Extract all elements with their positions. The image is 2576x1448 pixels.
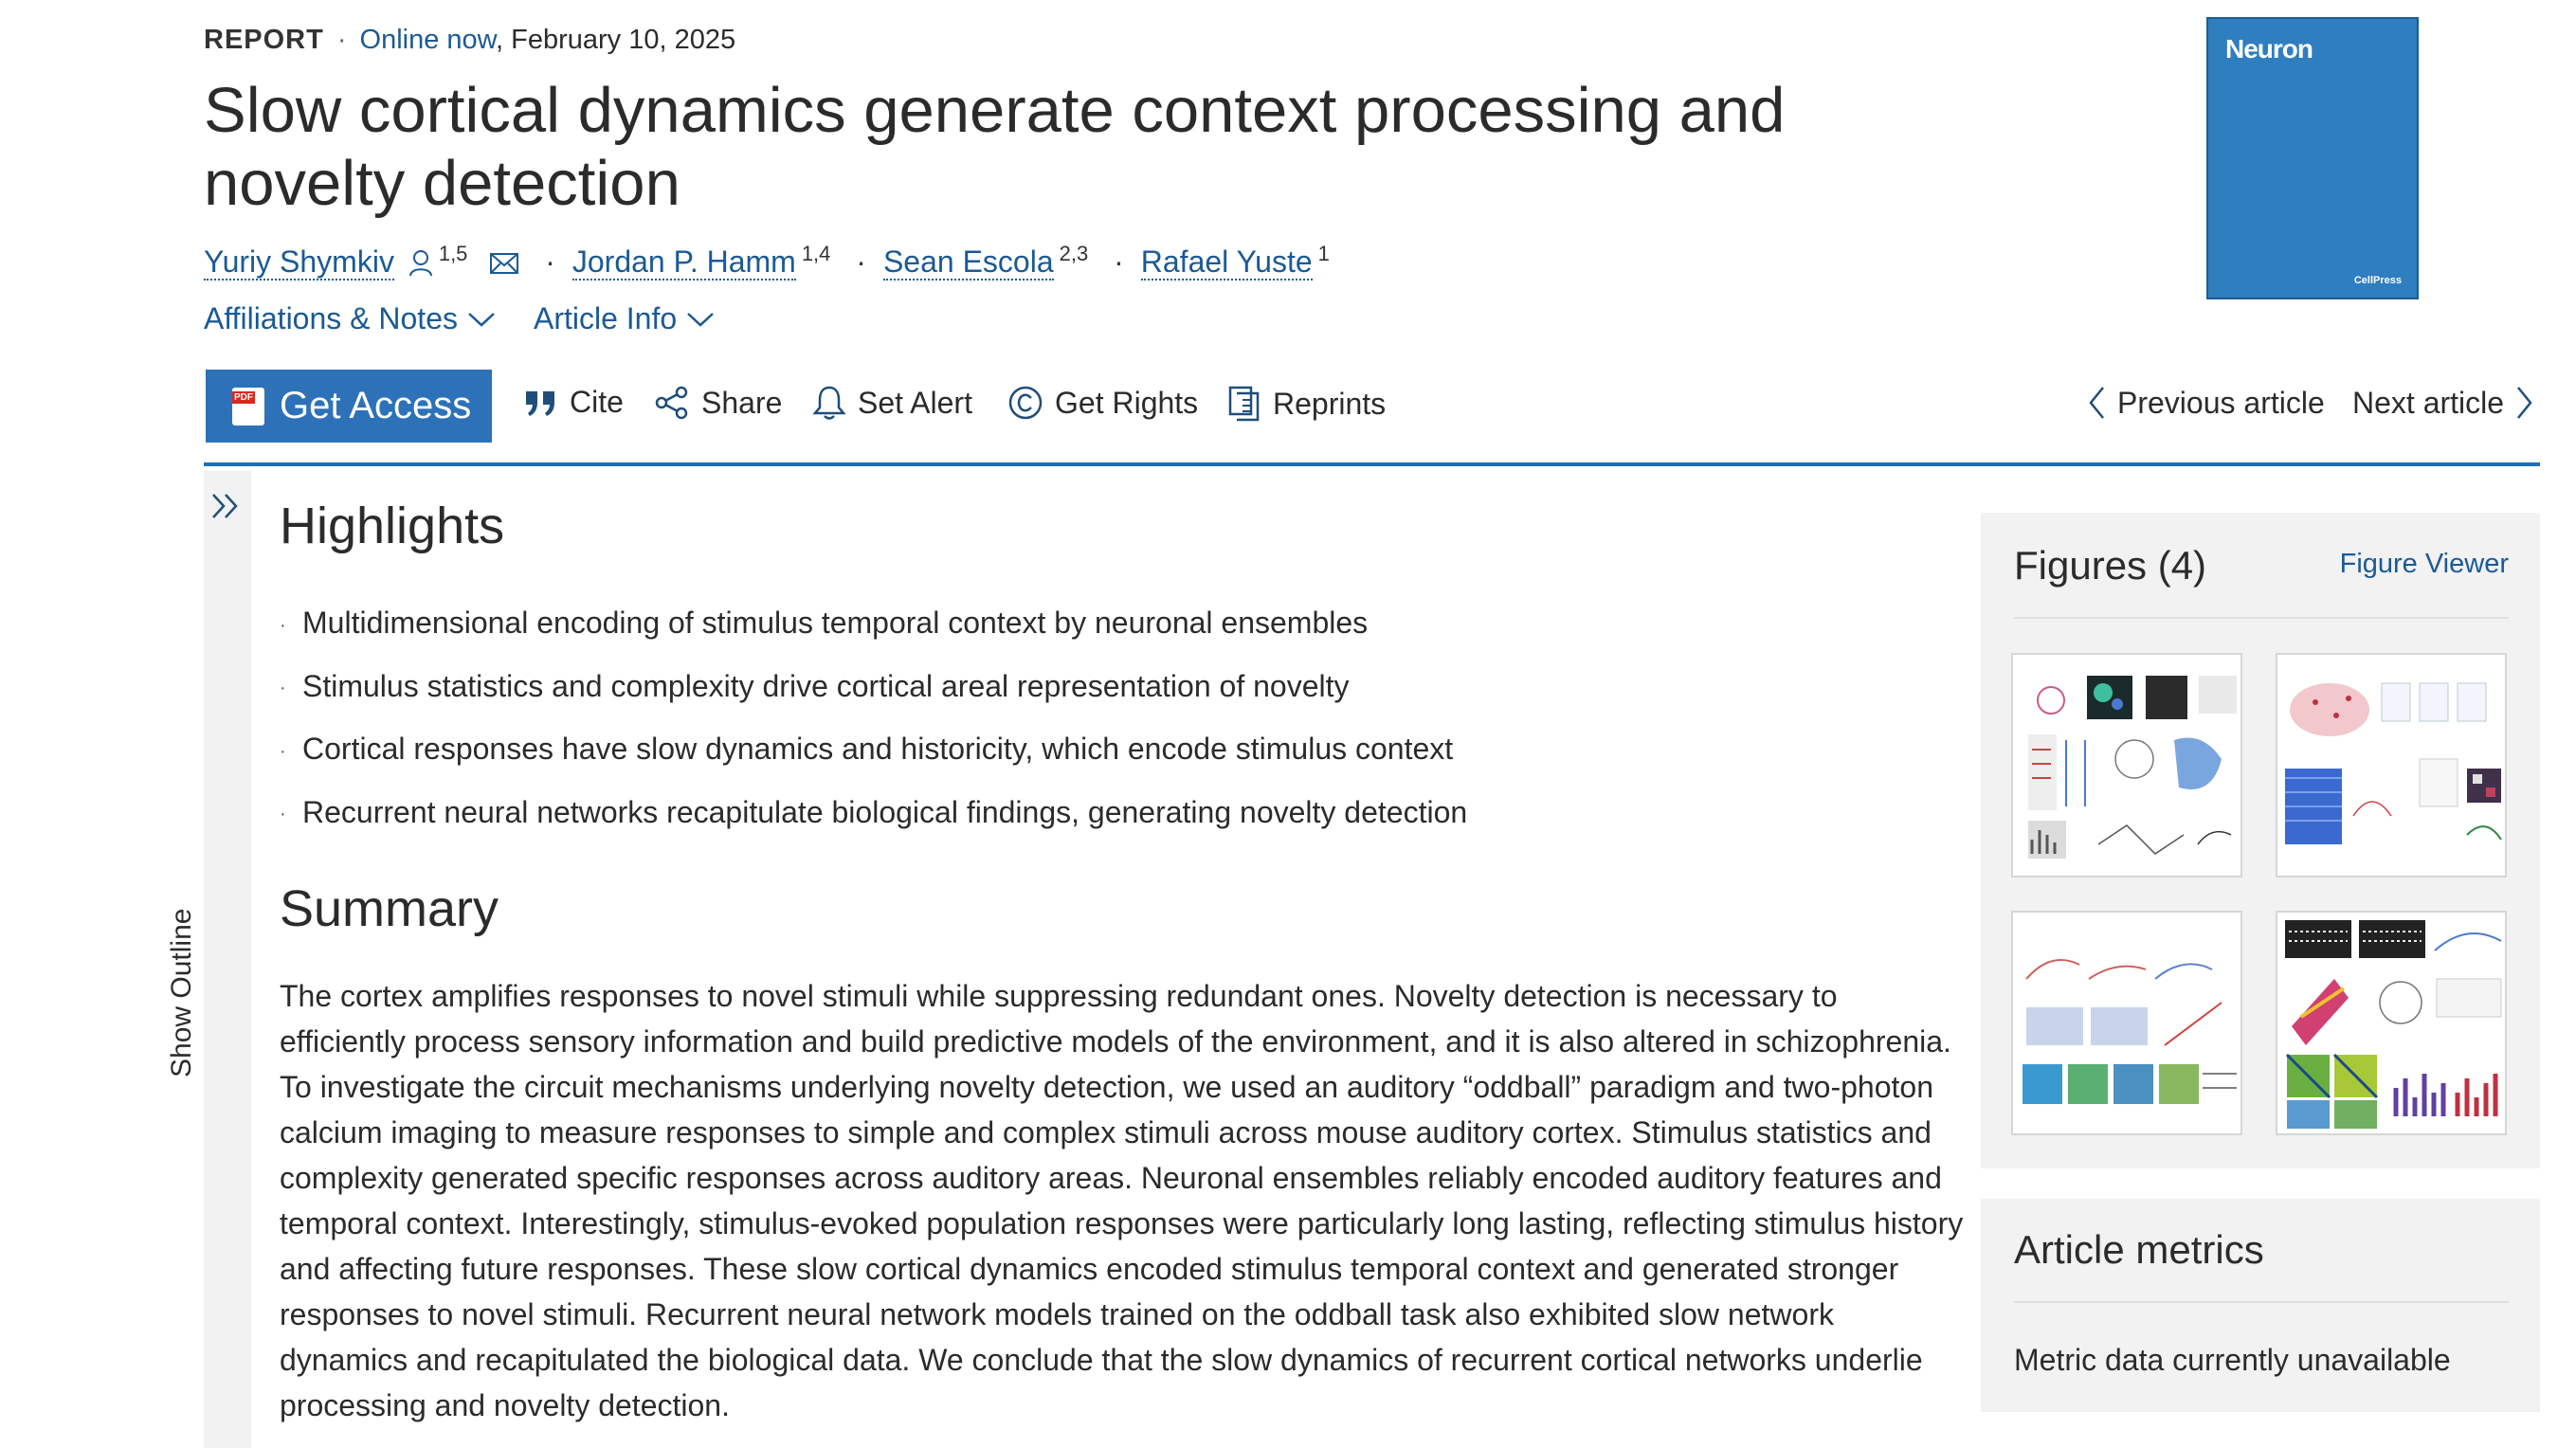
pdf-icon <box>232 388 264 425</box>
previous-article-label: Previous article <box>2117 385 2325 420</box>
article-type: REPORT <box>204 25 324 55</box>
reprints-button[interactable] <box>1227 385 1386 423</box>
author-separator: · <box>1114 244 1124 279</box>
set-alert-label: Set Alert <box>858 385 972 420</box>
chevron-right-icon <box>2515 385 2534 421</box>
author-item <box>572 242 883 280</box>
bullet: · <box>280 678 286 699</box>
journal-cover-title: Neuron <box>2225 34 2313 63</box>
next-article-label: Next article <box>2352 385 2505 420</box>
figures-panel <box>1981 513 2540 1168</box>
figure-thumbnail-image <box>2013 913 2242 1135</box>
publish-date: , February 10, 2025 <box>496 25 736 55</box>
list-item <box>280 656 1467 719</box>
get-rights-label: Get Rights <box>1055 385 1199 420</box>
article-toolbar <box>204 370 2540 466</box>
journal-cover[interactable] <box>2206 17 2419 299</box>
article-metrics-panel <box>1981 1199 2540 1412</box>
chevron-down-icon <box>467 311 496 328</box>
list-item <box>280 782 1467 845</box>
double-chevron-right-icon <box>209 492 242 520</box>
affiliations-label: Affiliations & Notes <box>204 301 458 335</box>
figure-viewer-link[interactable]: Figure Viewer <box>2339 549 2509 579</box>
mail-icon[interactable] <box>489 251 519 276</box>
figure-thumbnail[interactable] <box>2011 653 2242 878</box>
get-rights-button[interactable] <box>1007 385 1198 421</box>
article-info-toggle[interactable] <box>534 301 715 336</box>
figure-thumbnail-image <box>2277 655 2507 878</box>
next-article-link[interactable] <box>2352 385 2534 421</box>
cite-button[interactable] <box>524 385 624 420</box>
list-item <box>280 592 1467 656</box>
author-item <box>883 242 1141 280</box>
show-outline-label: Show Outline <box>166 908 197 1077</box>
chevron-down-icon <box>686 311 715 328</box>
metrics-heading: Article metrics <box>2014 1227 2264 1272</box>
meta-separator: · <box>336 25 347 55</box>
author-affiliation-sup: 2,3 <box>1059 242 1089 265</box>
highlights-list <box>280 592 1467 844</box>
author-item <box>204 242 572 280</box>
set-alert-button[interactable] <box>812 385 972 421</box>
author-separator: · <box>545 244 555 279</box>
online-now-link[interactable]: Online now <box>359 25 497 55</box>
author-affiliation-sup: 1,4 <box>801 242 831 265</box>
highlight-text: Recurrent neural networks recapitulate biological findings, generating novelty detection <box>302 794 1468 829</box>
quote-icon <box>524 388 558 418</box>
person-icon <box>408 249 433 278</box>
divider <box>2014 1301 2509 1303</box>
article-title: Slow cortical dynamics generate context processing and novelty detection <box>204 75 1786 219</box>
metrics-status: Metric data currently unavailable <box>2014 1343 2451 1377</box>
get-access-label: Get Access <box>280 385 472 426</box>
article-info-label: Article Info <box>533 301 678 335</box>
author-separator: · <box>856 244 866 279</box>
author-link[interactable]: Sean Escola <box>882 244 1054 279</box>
bullet: · <box>280 614 286 636</box>
show-outline-toggle[interactable] <box>166 471 251 1448</box>
author-item <box>1141 242 1330 280</box>
bell-icon <box>812 385 846 421</box>
author-list <box>204 242 1330 280</box>
divider <box>2014 617 2509 619</box>
list-item <box>280 718 1467 782</box>
highlight-text: Multidimensional encoding of stimulus temporal context by neuronal ensembles <box>302 606 1369 640</box>
share-icon <box>654 385 690 421</box>
bullet: · <box>280 804 286 825</box>
article-meta <box>204 25 735 56</box>
cite-label: Cite <box>570 385 624 419</box>
highlight-text: Cortical responses have slow dynamics and historicity, which encode stimulus context <box>302 732 1454 767</box>
get-access-button[interactable] <box>206 370 492 443</box>
figure-thumbnail[interactable] <box>2276 911 2507 1135</box>
author-link[interactable]: Jordan P. Hamm <box>571 244 796 279</box>
share-label: Share <box>701 385 783 420</box>
figures-heading: Figures (4) <box>2014 543 2207 588</box>
publisher-logo: CellPress <box>2353 275 2402 286</box>
previous-article-link[interactable] <box>2087 385 2325 421</box>
summary-heading: Summary <box>280 880 499 937</box>
figure-thumbnail-image <box>2277 913 2507 1135</box>
highlight-text: Stimulus statistics and complexity drive cortical areal representation of novelty <box>302 668 1350 703</box>
article-info-links <box>204 301 715 336</box>
chevron-left-icon <box>2087 385 2106 421</box>
summary-paragraph: The cortex amplifies responses to novel stimuli while suppressing redundant ones. Novelty detection is necessary to efficiently process sensory information and build predictive models of the environment, and it is also altered in schizophrenia. To investigate the circuit mechanisms underlying novelty detection, we used an auditory “oddball” paradigm and two-photon calcium imaging to measure responses to simple and complex stimuli across mouse auditory cortex. Stimulus statistics and complexity generated specific responses across auditory areas. Neuronal ensembles reliably encoded auditory features and temporal context. Interestingly, stimulus-evoked population responses were particularly long lasting, reflecting stimulus history and affecting future responses. These slow cortical dynamics encoded stimulus temporal context and generated stronger responses to novel stimuli. Recurrent neural network models trained on the oddball task also exhibited slow network dynamics and recapitulated the biological data. We conclude that the slow dynamics of recurrent cortical networks underlie processing and novelty detection. <box>280 979 1964 1422</box>
bullet: · <box>280 740 286 762</box>
figure-thumbnail-image <box>2013 655 2242 878</box>
author-link[interactable]: Yuriy Shymkiv <box>204 244 394 279</box>
affiliations-notes-toggle[interactable] <box>204 301 496 336</box>
reprints-icon <box>1227 385 1261 423</box>
figure-thumbnail[interactable] <box>2011 911 2242 1135</box>
figure-thumbnail[interactable] <box>2276 653 2507 878</box>
author-affiliation-sup: 1,5 <box>438 242 468 265</box>
highlights-heading: Highlights <box>280 498 505 554</box>
copyright-icon <box>1007 385 1043 421</box>
author-affiliation-sup: 1 <box>1317 242 1330 265</box>
author-link[interactable]: Rafael Yuste <box>1140 244 1313 279</box>
share-button[interactable] <box>654 385 782 421</box>
reprints-label: Reprints <box>1273 386 1387 421</box>
